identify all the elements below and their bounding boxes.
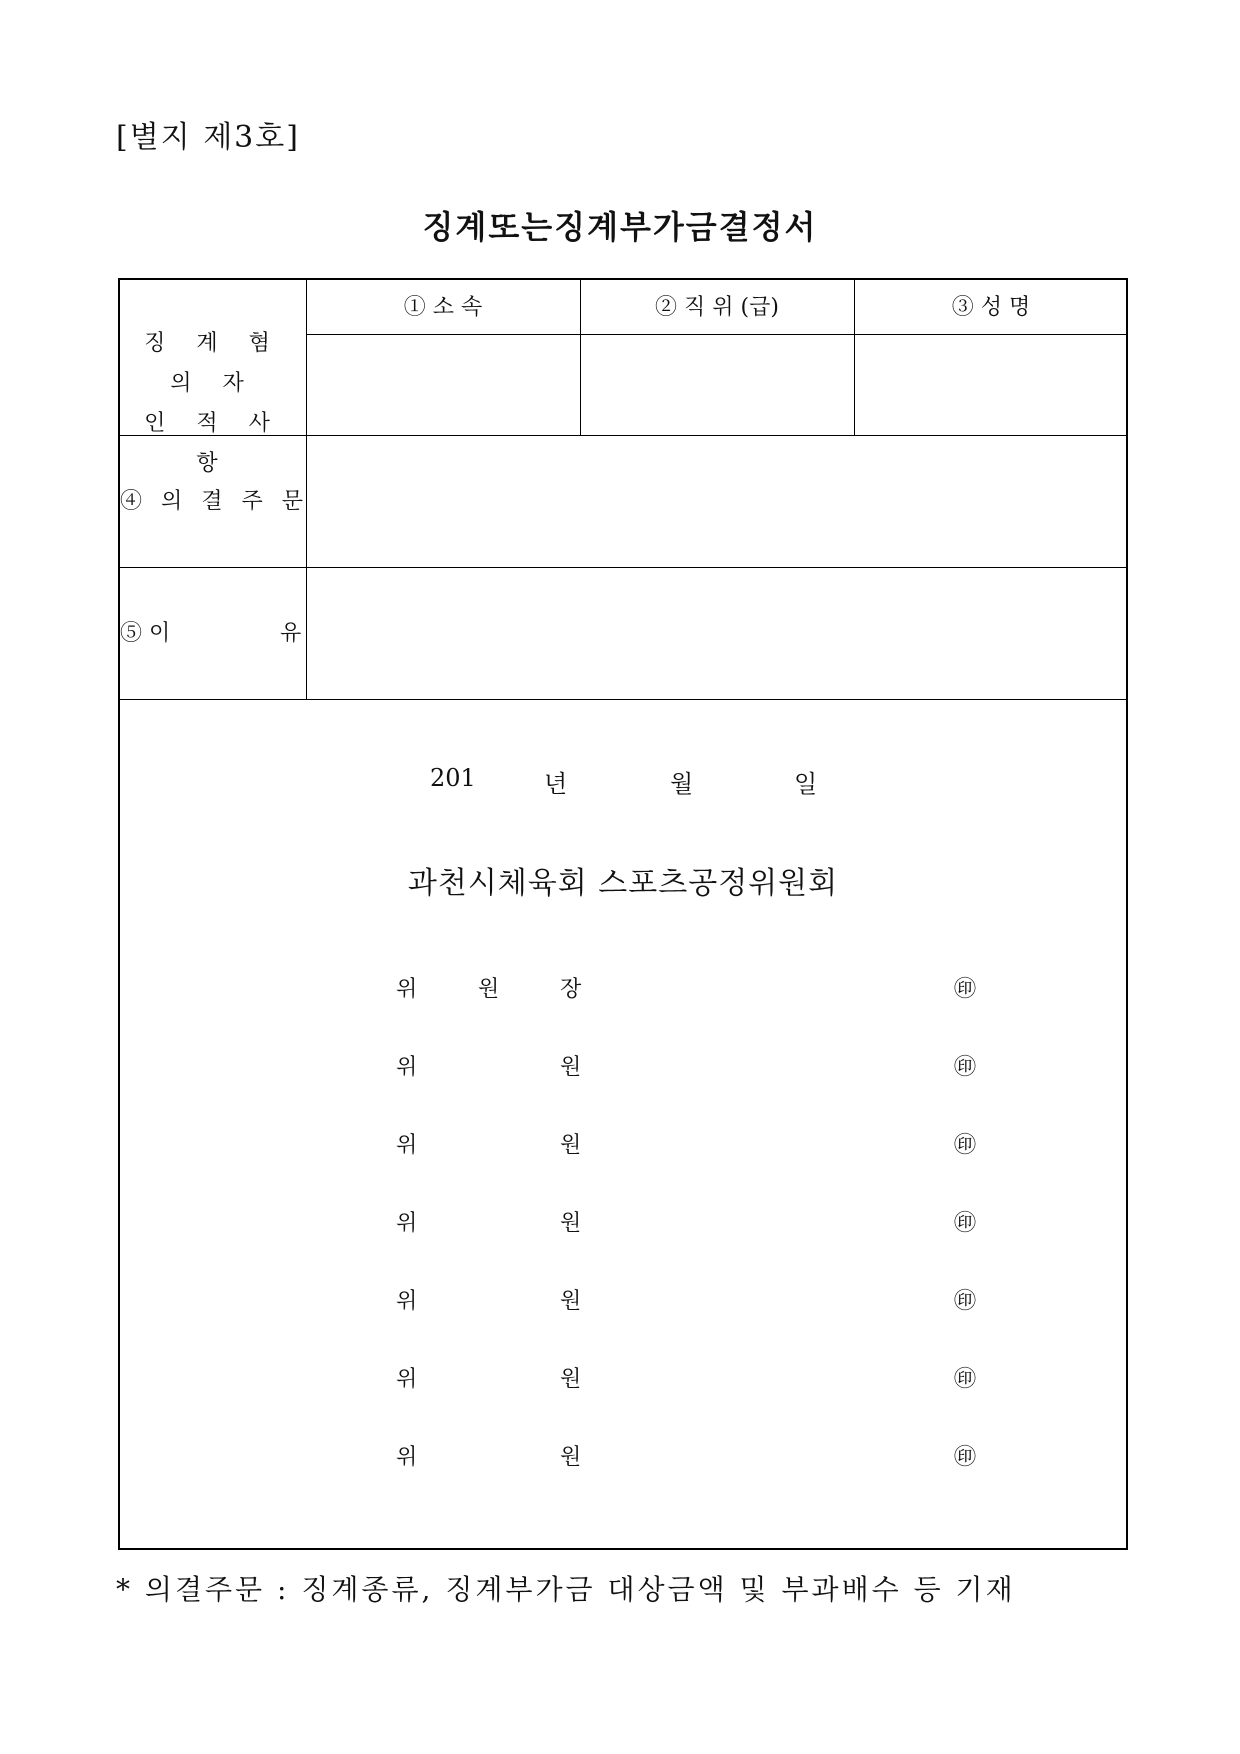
seal-mark-icon: ㊞ xyxy=(954,1133,977,1158)
resolution-label: ④ 의 결 주 문 xyxy=(120,489,309,514)
column-position: ② 직 위 (급) xyxy=(655,295,779,320)
column-name: ③ 성 명 xyxy=(951,295,1031,320)
reason-label-number: ⑤ 이 xyxy=(120,621,171,646)
document-title: 징계또는징계부가금결정서 xyxy=(422,208,818,246)
seal-mark-icon: ㊞ xyxy=(954,977,977,1002)
resolution-field[interactable] xyxy=(308,438,1126,565)
seal-mark-icon: ㊞ xyxy=(954,1211,977,1236)
decision-form xyxy=(118,278,1128,1550)
annex-number: [별지 제3호] xyxy=(116,120,300,155)
signature-row: 위 원 장 ㊞ xyxy=(120,972,1126,1006)
signature-row: 위 원 ㊞ xyxy=(120,1050,1126,1084)
signature-row: 위 원 ㊞ xyxy=(120,1128,1126,1162)
date-year-suffix: 년 xyxy=(544,770,568,798)
signature-row: 위 원 ㊞ xyxy=(120,1206,1126,1240)
footnote: * 의결주문 : 징계종류, 징계부가금 대상금액 및 부과배수 등 기재 xyxy=(116,1573,1016,1606)
accused-info-label: 징 계 혐 의 자 인 적 사 항 xyxy=(144,331,282,476)
seal-mark-icon: ㊞ xyxy=(954,1367,977,1392)
row-divider-3 xyxy=(120,699,1128,700)
reason-field[interactable] xyxy=(308,570,1126,697)
header-divider xyxy=(306,334,1128,335)
seal-mark-icon: ㊞ xyxy=(954,1445,977,1470)
date-year: 201 xyxy=(430,764,476,792)
seal-mark-icon: ㊞ xyxy=(954,1289,977,1314)
signature-row: 위 원 ㊞ xyxy=(120,1284,1126,1318)
position-field[interactable] xyxy=(582,337,852,433)
name-field[interactable] xyxy=(856,337,1126,433)
row-divider-2 xyxy=(120,567,1128,568)
column-affiliation: ① 소 속 xyxy=(403,295,483,320)
signature-row: 위 원 ㊞ xyxy=(120,1440,1126,1474)
affiliation-field[interactable] xyxy=(308,337,578,433)
date-month: 월 xyxy=(670,770,694,798)
signature-row: 위 원 ㊞ xyxy=(120,1362,1126,1396)
date-day: 일 xyxy=(794,770,818,798)
seal-mark-icon: ㊞ xyxy=(954,1055,977,1080)
committee-name: 과천시체육회 스포츠공정위원회 xyxy=(407,866,839,901)
reason-label-end: 유 xyxy=(280,621,302,646)
